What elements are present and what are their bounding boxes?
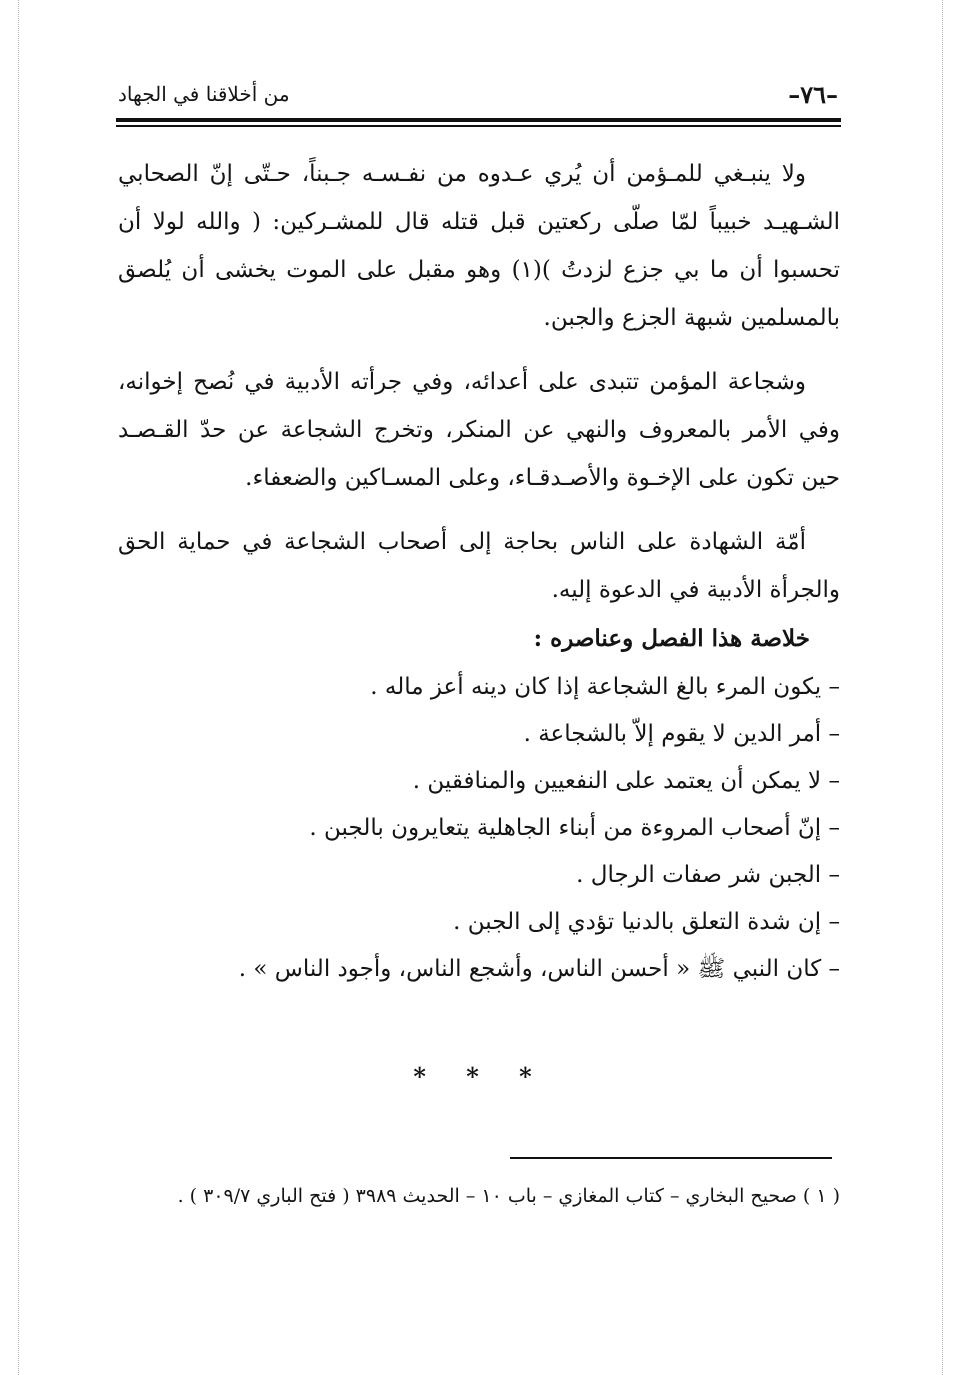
header-rule-thin bbox=[116, 125, 841, 127]
footnote-rule bbox=[510, 1157, 832, 1159]
summary-heading: خلاصة هذا الفصل وعناصره : bbox=[533, 625, 810, 652]
page-number: –٧٦– bbox=[788, 80, 838, 109]
summary-item: – يكون المرء بالغ الشجاعة إذا كان دينه أعز ماله . bbox=[370, 674, 840, 700]
summary-list bbox=[118, 664, 840, 993]
footnote-text: ( ١ ) صحيح البخاري – كتاب المغازي – باب ١٠ – الحديث ٣٩٨٩ ( فتح الباري ٣٠٩/٧ ) . bbox=[177, 1185, 840, 1207]
footnote bbox=[118, 1176, 840, 1216]
summary-item: – إنّ أصحاب المروءة من أبناء الجاهلية يتعايرون بالجبن . bbox=[309, 815, 840, 841]
running-title: من أخلاقنا في الجهاد bbox=[118, 82, 290, 106]
paragraph-1: ولا ينبـغي للمـؤمن أن يُري عـدوه من نفـسـه جـبناً، حـتّى إنّ الصحابي الشـهيـد خبيباً لمّا صلّى ركعتين قبل قتله قال للمشـركين: ( والله لولا أن تحسبوا أن ما بي جزع لزدتُ )(١) وهو مقبل على الموت يخشى أن يُلصق بالمسلمين شبهة الجزع والجبن. bbox=[118, 161, 840, 331]
section-separator: * * * bbox=[413, 1062, 548, 1091]
scan-edge-right bbox=[942, 0, 943, 1375]
summary-item: – الجبن شر صفات الرجال . bbox=[576, 862, 840, 888]
main-text bbox=[118, 150, 840, 993]
summary-item: – أمر الدين لا يقوم إلاّ بالشجاعة . bbox=[523, 721, 840, 747]
scan-edge-left bbox=[18, 0, 19, 1375]
summary-item: – لا يمكن أن يعتمد على النفعيين والمنافقين . bbox=[412, 768, 840, 794]
paragraph-2: وشجاعة المؤمن تتبدى على أعدائه، وفي جرأته الأدبية في نُصح إخوانه، وفي الأمر بالمعروف والنهي عن المنكر، وتخرج الشجاعة عن حدّ القـصـد حين تكون على الإخـوة والأصـدقـاء، وعلى المسـاكين والضعفاء. bbox=[118, 369, 840, 491]
summary-item: – كان النبي ﷺ « أحسن الناس، وأشجع الناس، وأجود الناس » . bbox=[238, 956, 840, 982]
page-header bbox=[118, 78, 838, 118]
header-rule-thick bbox=[116, 118, 841, 122]
summary-item: – إن شدة التعلق بالدنيا تؤدي إلى الجبن . bbox=[453, 909, 840, 935]
paragraph-3: أمّة الشهادة على الناس بحاجة إلى أصحاب الشجاعة في حماية الحق والجرأة الأدبية في الدعوة إليه. bbox=[118, 529, 840, 603]
